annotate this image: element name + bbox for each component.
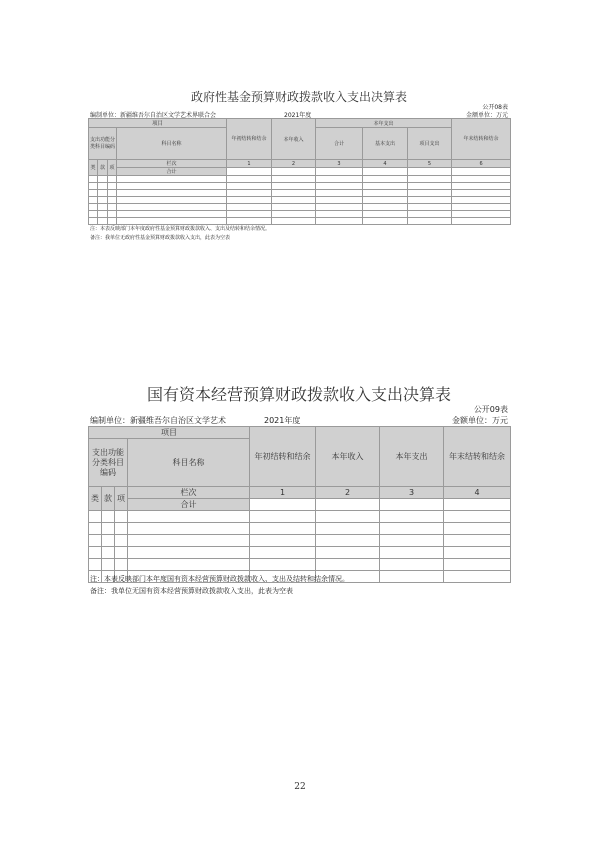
header-col-no: 栏次 <box>128 487 250 499</box>
header-kuan: 款 <box>98 160 108 176</box>
header-expense-total: 合计 <box>316 128 363 160</box>
sum-label: 合计 <box>128 499 250 511</box>
header-end-balance: 年末结转和结余 <box>452 119 511 160</box>
col-number: 1 <box>227 160 272 168</box>
col-number: 6 <box>452 160 511 168</box>
table-note: 注：本表反映部门本年度政府性基金预算财政拨款收入、支出及结转和结余情况。 <box>90 226 271 232</box>
header-basic-expense: 基本支出 <box>363 128 408 160</box>
header-expense-group: 本年支出 <box>316 119 452 128</box>
sheet-title: 政府性基金预算财政拨款收入支出决算表 <box>190 90 407 104</box>
table-remark: 备注：我单位无政府性基金预算财政拨款收入支出，此表为空表 <box>90 235 231 241</box>
table-row <box>89 197 511 204</box>
header-expense: 本年支出 <box>380 427 444 487</box>
table-row <box>89 176 511 183</box>
table-row <box>89 211 511 218</box>
table-number: 公开09表 <box>473 405 508 414</box>
col-number: 4 <box>363 160 408 168</box>
header-project: 项目 <box>89 427 250 439</box>
sum-label: 合计 <box>117 168 227 176</box>
header-subject-name: 科目名称 <box>117 128 227 160</box>
header-begin-balance: 年初结转和结余 <box>250 427 316 487</box>
table-row <box>89 183 511 190</box>
col-number: 1 <box>250 487 316 499</box>
col-number: 3 <box>380 487 444 499</box>
col-number: 4 <box>444 487 511 499</box>
header-subject-name: 科目名称 <box>128 439 250 487</box>
table-row <box>89 190 511 197</box>
table-number: 公开08表 <box>482 104 508 111</box>
header-income: 本年收入 <box>316 427 380 487</box>
table-row <box>89 218 511 225</box>
col-number: 2 <box>316 487 380 499</box>
amount-unit: 金额单位：万元 <box>465 112 508 119</box>
header-xiang: 项 <box>115 487 128 511</box>
fiscal-year: 2021年度 <box>264 416 301 425</box>
col-number: 3 <box>316 160 363 168</box>
fiscal-year: 2021年度 <box>284 112 312 119</box>
table-remark: 备注：我单位无国有资本经营预算财政拨款收入支出，此表为空表 <box>90 587 293 595</box>
amount-unit: 金额单位：万元 <box>452 416 508 425</box>
header-xiang: 项 <box>108 160 117 176</box>
state-capital-table <box>88 426 511 583</box>
table-row <box>89 535 511 547</box>
gov-fund-table <box>88 118 511 225</box>
header-project-expense: 项目支出 <box>408 128 452 160</box>
page-number: 22 <box>294 782 306 792</box>
sheet-title: 国有资本经营预算财政拨款收入支出决算表 <box>146 385 451 404</box>
header-func-code: 支出功能分类科目编码 <box>89 439 128 487</box>
table-note: 注：本表反映部门本年度国有资本经营预算财政拨款收入、支出及结转和结余情况。 <box>90 575 349 583</box>
table-row <box>89 511 511 523</box>
state-capital-budget-sheet <box>88 380 510 598</box>
header-col-no: 栏次 <box>117 160 227 168</box>
header-kuan: 款 <box>102 487 115 511</box>
compiling-unit: 编制单位：新疆维吾尔自治区文学艺术 <box>90 416 226 425</box>
table-row <box>89 523 511 535</box>
table-row <box>89 204 511 211</box>
header-func-code: 支出功能分类科目编码 <box>89 128 117 160</box>
col-number: 2 <box>272 160 316 168</box>
header-income: 本年收入 <box>272 119 316 160</box>
gov-fund-budget-sheet <box>88 86 510 246</box>
col-number: 5 <box>408 160 452 168</box>
header-lei: 类 <box>89 487 102 511</box>
header-end-balance: 年末结转和结余 <box>444 427 511 487</box>
table-row <box>89 547 511 559</box>
header-project: 项目 <box>89 119 227 128</box>
compiling-unit: 编制单位：新疆维吾尔自治区文学艺术界联合会 <box>90 112 217 119</box>
header-begin-balance: 年初结转和结余 <box>227 119 272 160</box>
header-lei: 类 <box>89 160 98 176</box>
table-row <box>89 559 511 571</box>
